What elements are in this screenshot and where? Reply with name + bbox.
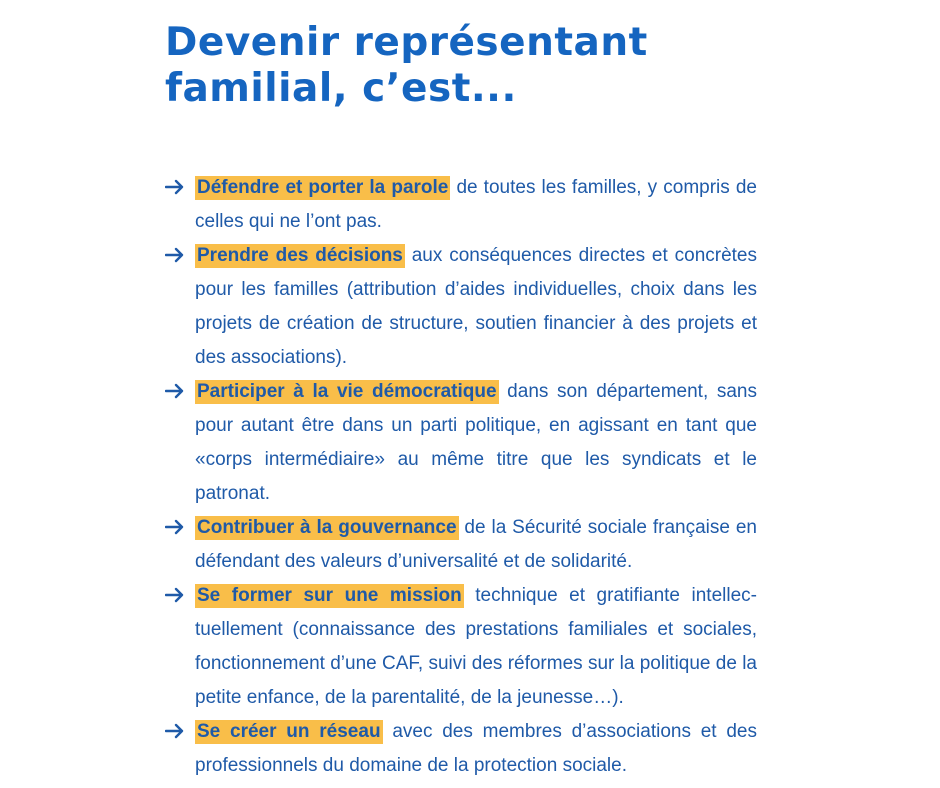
list-item — [165, 375, 757, 511]
item-highlight: Contribuer à la gouvernance — [197, 517, 457, 538]
item-highlight: Défendre et porter la parole — [197, 177, 449, 198]
item-highlight: Participer à la vie démocratique — [197, 381, 497, 402]
page-title — [165, 20, 648, 112]
benefits-list — [165, 171, 757, 783]
item-text: technique et gratifiante intellec-tuellement (connaissance des prestations familiales et sociales, fonctionnement d’une CAF, suivi des réformes sur la politique de la petite enfance, de la parentalité, de la jeunesse…). — [195, 585, 757, 708]
arrow-right-icon — [165, 579, 189, 613]
arrow-right-icon — [165, 171, 189, 205]
item-highlight: Se créer un réseau — [197, 721, 381, 742]
item-text: de toutes les familles, y compris de celles qui ne l’ont pas. — [195, 177, 757, 232]
list-item — [165, 171, 757, 239]
list-item — [165, 511, 757, 579]
arrow-right-icon — [165, 511, 189, 545]
item-text: avec des membres d’associations et des professionnels du domaine de la protection sociale. — [195, 721, 757, 776]
title-line-1: Devenir représentant — [165, 20, 648, 65]
item-text: dans son département, sans pour autant être dans un parti politique, en agissant en tant que «corps intermédiaire» au même titre que les syndicats et le patronat. — [195, 381, 757, 504]
title-line-2: familial, c’est... — [165, 66, 517, 111]
item-text: de la Sécurité sociale française en défendant des valeurs d’universalité et de solidarité. — [195, 517, 757, 572]
arrow-right-icon — [165, 239, 189, 273]
arrow-right-icon — [165, 715, 189, 749]
list-item — [165, 715, 757, 783]
item-highlight: Prendre des décisions — [197, 245, 403, 266]
arrow-right-icon — [165, 375, 189, 409]
list-item — [165, 579, 757, 715]
item-highlight: Se former sur une mission — [197, 585, 462, 606]
item-text: aux conséquences directes et concrètes pour les familles (attribution d’aides individuelles, choix dans les projets de création de structure, soutien financier à des projets et des associations). — [195, 245, 757, 368]
list-item — [165, 239, 757, 375]
